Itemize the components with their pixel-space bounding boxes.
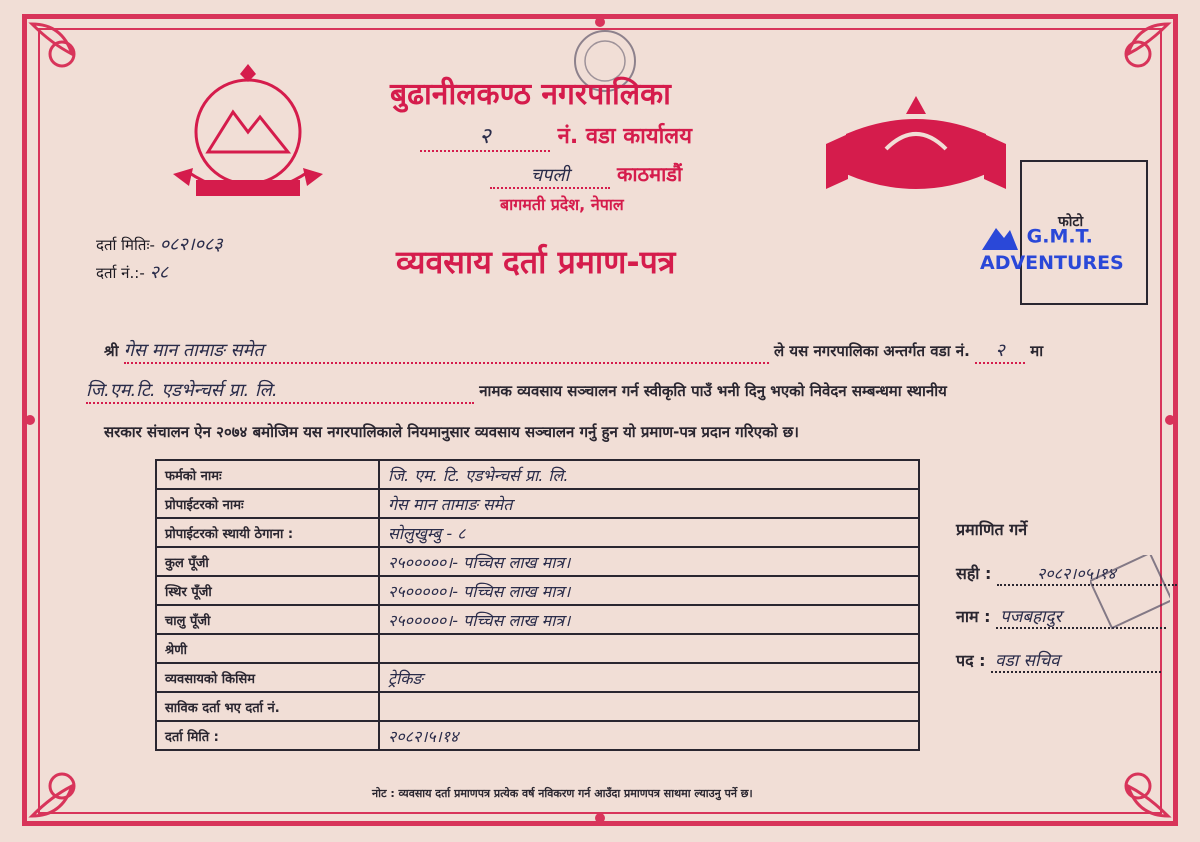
municipality-logo [826,94,1006,204]
table-row-value: ट्रेकिङ [379,663,919,692]
table-row-value [379,634,919,663]
nepal-emblem-logo [168,62,328,212]
province-label: बागमती प्रदेश, नेपाल [500,195,624,214]
locality-handwritten: चपली [530,165,570,186]
table-row [156,634,919,663]
table-row [156,692,919,721]
table-row-value: सोलुखुम्बु - ८ [379,518,919,547]
signer-name-value: पजबहादुर [1000,607,1062,627]
registration-number-value: २८ [149,262,169,283]
table-row-label: प्रोपाईटरको नामः [156,489,379,518]
table-row-value: जि. एम. टि. एडभेन्चर्स प्रा. लि. [379,460,919,489]
company-stamp-text: G.M.T. ADVENTURES [980,225,1124,274]
table-row [156,605,919,634]
photo-label: फोटो [1058,214,1084,230]
municipality-name: बुढानीलकण्ठ नगरपालिका [390,77,671,112]
locality-line [490,160,682,189]
table-row-label: स्थिर पूँजी [156,576,379,605]
body-line-2-text: नामक व्यवसाय सञ्चालन गर्न स्वीकृति पाउँ भनी दिनु भएको निवेदन सम्बन्धमा स्थानीय [479,382,947,400]
body-line-1-text: ले यस नगरपालिका अन्तर्गत वडा नं. [773,342,970,360]
table-row-label: कुल पूँजी [156,547,379,576]
table-row [156,721,919,750]
table-row-label: साविक दर्ता भए दर्ता नं. [156,692,379,721]
table-row-value [379,692,919,721]
signer-post-label: पद : [956,651,986,670]
table-row-label: चालु पूँजी [156,605,379,634]
table-row [156,489,919,518]
ward-office-label: नं. वडा कार्यालय [557,124,692,149]
table-row [156,518,919,547]
table-row-label: प्रोपाईटरको स्थायी ठेगाना : [156,518,379,547]
body-prefix: श्री [104,342,119,360]
business-info-table [155,459,920,751]
table-row-value: २०८२।५।१४ [379,721,919,750]
applicant-name-handwritten: गेस मान तामाङ समेत [123,340,264,361]
signer-post-row [956,648,1161,673]
district-label: काठमाडौं [616,162,683,186]
certificate-title: व्यवसाय दर्ता प्रमाण-पत्र [396,243,676,281]
signature-label: सही : [956,564,992,583]
registration-number-label: दर्ता नं.:- [96,264,145,282]
table-row-label: दर्ता मिति : [156,721,379,750]
body-ma: मा [1030,342,1044,360]
footer-note: नोट : व्यवसाय दर्ता प्रमाणपत्र प्रत्येक वर्ष नविकरण गर्न आउँदा प्रमाणपत्र साथमा ल्याउनु पर्ने छ। [372,787,753,800]
ward-office-line [420,120,692,152]
registration-date [96,232,223,256]
company-stamp [980,222,1200,274]
registration-date-label: दर्ता मितिः- [96,236,155,254]
table-row-value: २५०००००।- पच्चिस लाख मात्र। [379,547,919,576]
table-row [156,576,919,605]
business-name-handwritten: जि.एम.टि. एडभेन्चर्स प्रा. लि. [86,380,278,401]
body-line-3: सरकार संचालन ऐन २०७४ बमोजिम यस नगरपालिकाले नियमानुसार व्यवसाय सञ्चालन गर्नु हुन यो प्रमाण-पत्र प्रदान गरिएको छ। [104,423,799,441]
signature-heading: प्रमाणित गर्ने [956,520,1028,539]
signer-name-label: नाम : [956,607,991,626]
table-row-label: व्यवसायको किसिम [156,663,379,692]
ward-handwritten: २ [995,340,1005,361]
table-row [156,663,919,692]
mountain-stamp-icon [980,222,1020,252]
table-row-value: २५०००००।- पच्चिस लाख मात्र। [379,576,919,605]
table-row [156,547,919,576]
body-line-2 [86,378,1166,404]
registration-number [96,260,168,284]
table-row [156,460,919,489]
table-row-label: फर्मको नामः [156,460,379,489]
registration-date-value: ०८२।०८३ [159,234,223,255]
ward-number-handwritten: २ [479,124,491,149]
table-row-value: गेस मान तामाङ समेत [379,489,919,518]
table-row-label: श्रेणी [156,634,379,663]
body-line-1 [104,338,1164,364]
signer-post-value: वडा सचिव [995,651,1060,671]
ward-stamp [1090,555,1170,635]
table-row-value: २५०००००।- पच्चिस लाख मात्र। [379,605,919,634]
signature-value: २०८२।०५।१४ [1037,564,1116,583]
